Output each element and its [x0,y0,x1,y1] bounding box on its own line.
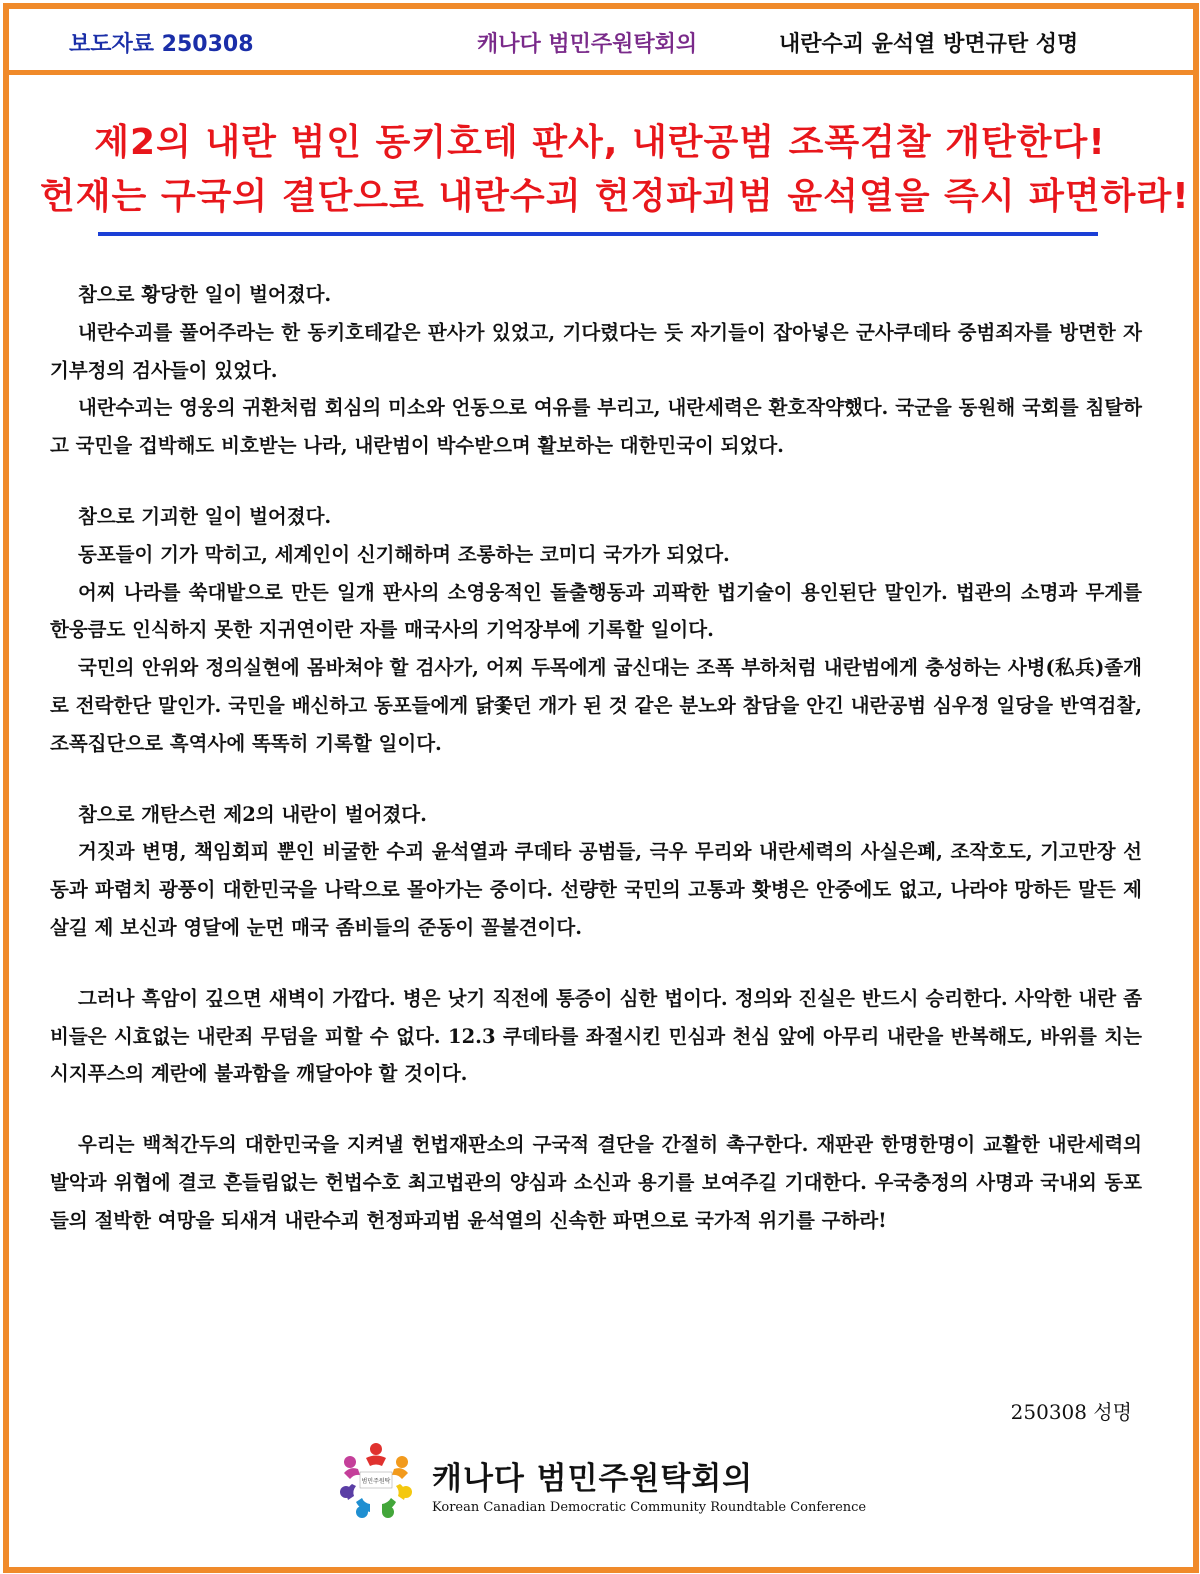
body-paragraph: 참으로 개탄스런 제2의 내란이 벌어졌다. [78,802,427,826]
header-org-name: 캐나다 범민주원탁회의 [477,32,698,57]
body-paragraph: 우리는 백척간두의 대한민국을 지켜낼 헌법재판소의 구국적 결단을 간절히 촉구한다. 재판관 한명한명이 교활한 내란세력의 발악과 위협에 결코 흔들림없는 헌법수호 최고법관의 양심과 소신과 용기를 보여주길 기대한다. 우국충정의 사명과 국내외 동포들의 절박한 여망을 되새겨 내란수괴 헌정파괴범 윤석열의 신속한 파면으로 국가적 위기를 구하라! [50,1133,1142,1232]
logo-caption: 범민주원탁 [361,1478,391,1485]
footer-org-english: Korean Canadian Democratic Community Roundtable Conference [432,1500,867,1515]
body-paragraph: 참으로 황당한 일이 벌어졌다. [78,283,332,306]
paragraph-gap [50,947,1142,980]
body-paragraph: 국민의 안위와 정의실현에 몸바쳐야 할 검사가, 어찌 두목에게 굽신대는 조폭 부하처럼 내란범에게 충성하는 사병(私兵)졸개로 전락한단 말인가. 국민을 배신하고 동포들에게 닭쫓던 개가 된 것 같은 분노와 참담을 안긴 내란공범 심우정 일당을 반역검찰, 조폭집단으로 흑역사에 똑똑히 기록할 일이다. [50,656,1142,755]
body-paragraph: 내란수괴는 영웅의 귀환처럼 회심의 미소와 언동으로 여유를 부리고, 내란세력은 환호작약했다. 국군을 동원해 국회를 침탈하고 국민을 겁박해도 비호받는 나라, 내란범이 박수받으며 활보하는 대한민국이 되었다. [50,396,1142,458]
paragraph-gap [50,1093,1142,1126]
headline-line-2: 헌재는 구국의 결단으로 내란수괴 헌정파괴범 윤석열을 즉시 파면하라! [40,176,1190,217]
press-release-label: 보도자료 250308 [69,32,254,57]
header-statement-title: 내란수괴 윤석열 방면규탄 성명 [779,32,1079,57]
body-paragraph: 동포들이 기가 막히고, 세계인이 신기해하며 조롱하는 코미디 국가가 되었다. [78,542,730,566]
header-bar [9,9,1193,75]
paragraph-gap [50,763,1142,796]
paragraph-gap [50,465,1142,498]
headline-line-1: 제2의 내란 범인 동키호테 판사, 내란공범 조폭검찰 개탄한다! [94,122,1106,163]
roundtable-logo [336,1440,416,1520]
body-paragraph: 내란수괴를 풀어주라는 한 동키호테같은 판사가 있었고, 기다렸다는 듯 자기들이 잡아넣은 군사쿠데타 중범죄자를 방면한 자기부정의 검사들이 있었다. [50,320,1142,382]
statement-body [50,276,1142,1240]
body-paragraph: 그러나 흑암이 깊으면 새벽이 가깝다. 병은 낫기 직전에 통증이 심한 법이다. 정의와 진실은 반드시 승리한다. 사악한 내란 좀비들은 시효없는 내란죄 무덤을 피할 수 없다. 12.3 쿠데타를 좌절시킨 민심과 천심 앞에 아무리 내란을 반복해도, 바위를 치는 시지푸스의 계란에 불과함을 깨달아야 할 것이다. [50,986,1142,1086]
signature-line: 250308 성명 [1010,1400,1132,1424]
body-paragraph: 어찌 나라를 쑥대밭으로 만든 일개 판사의 소영웅적인 돌출행동과 괴팍한 법기술이 용인된단 말인가. 법관의 소명과 무게를 한웅큼도 인식하지 못한 지귀연이란 자를 매국사의 기억장부에 기록할 일이다. [50,580,1142,642]
body-paragraph: 거짓과 변명, 책임회피 뿐인 비굴한 수괴 윤석열과 쿠데타 공범들, 극우 무리와 내란세력의 사실은폐, 조작호도, 기고만장 선동과 파렴치 광풍이 대한민국을 나락으로 몰아가는 중이다. 선량한 국민의 고통과 홧병은 안중에도 없고, 나라야 망하든 말든 제 살길 제 보신과 영달에 눈먼 매국 좀비들의 준동이 꼴불견이다. [50,840,1142,939]
headline-divider [98,232,1098,236]
body-paragraph: 참으로 기괴한 일이 벌어졌다. [78,504,332,528]
footer-org-korean: 캐나다 범민주원탁회의 [432,1461,754,1497]
